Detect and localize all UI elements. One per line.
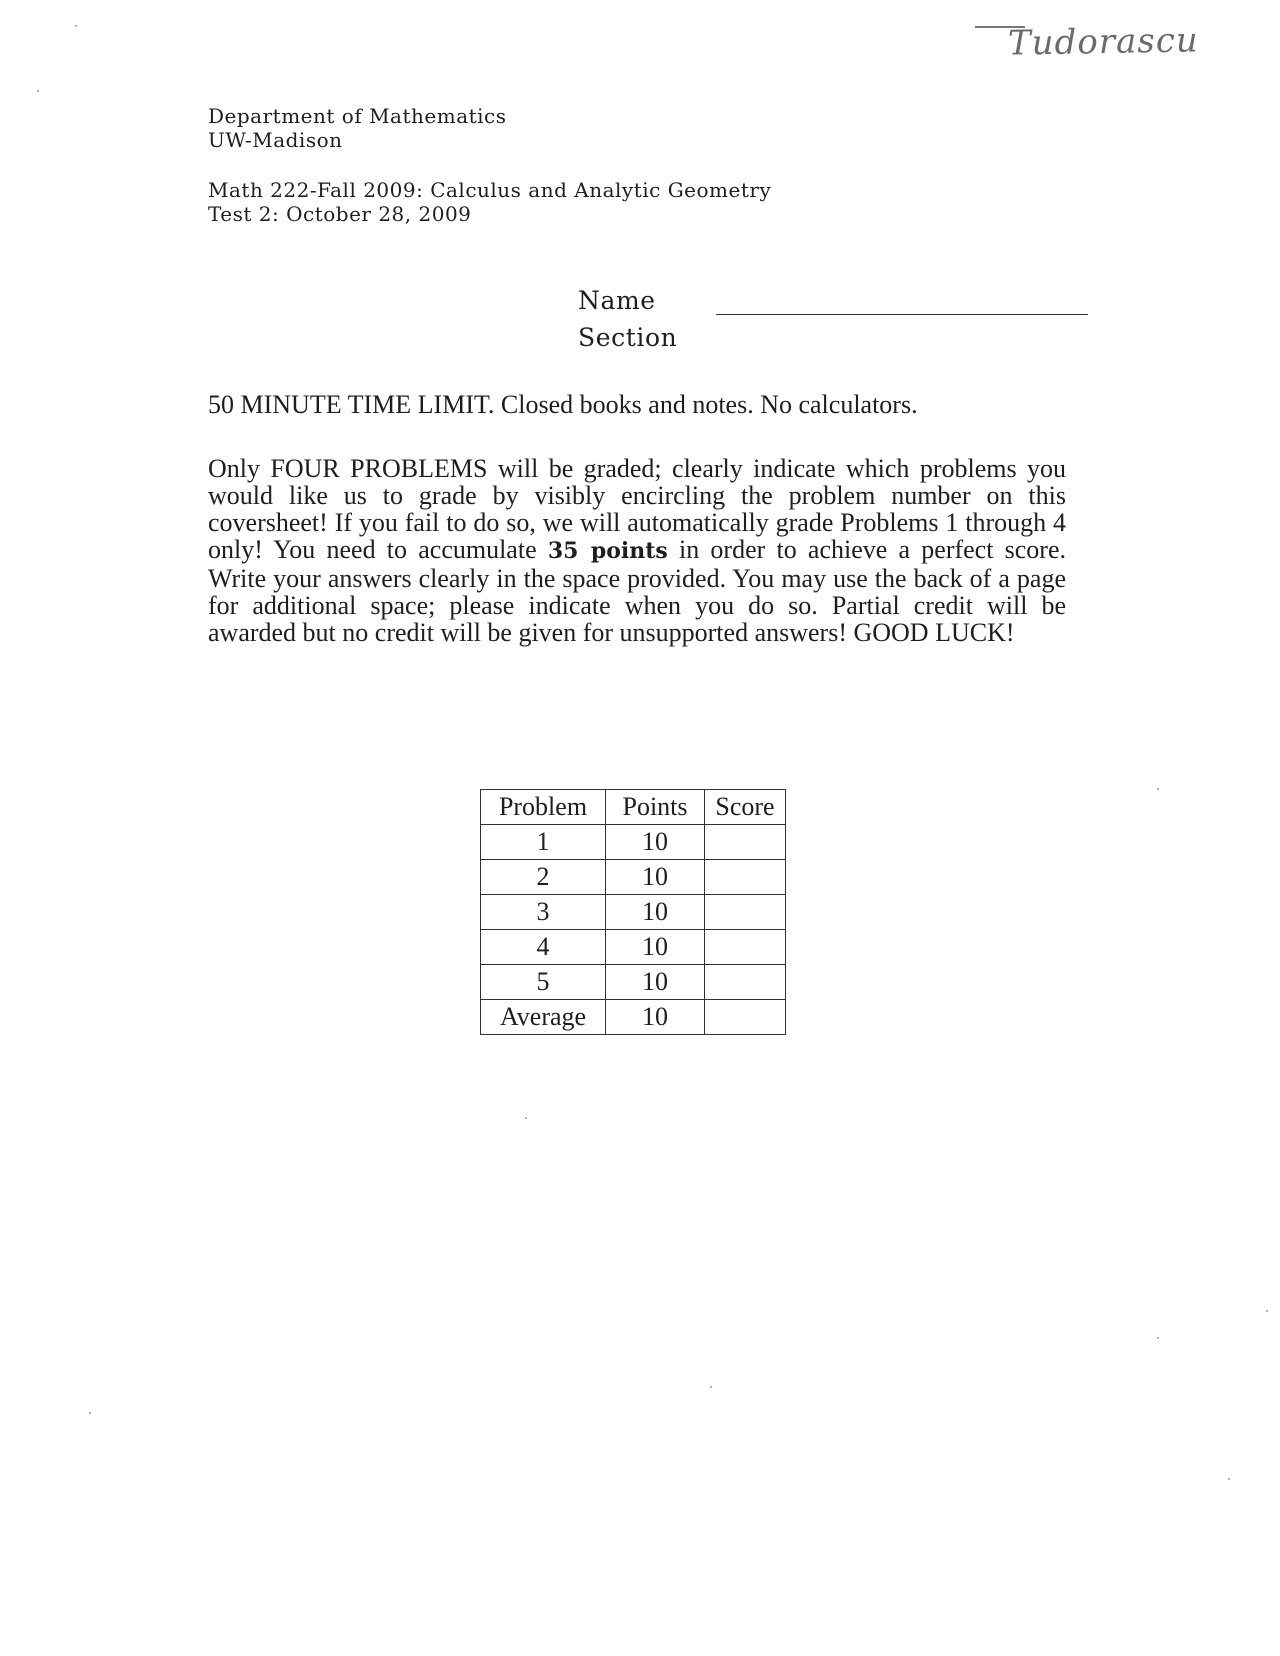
- problem-points: 10: [606, 965, 705, 1000]
- scan-speck: [37, 90, 39, 92]
- scan-speck: [1157, 1337, 1159, 1339]
- problem-points: 10: [606, 895, 705, 930]
- table-row: [481, 930, 786, 965]
- scan-speck: [1266, 1310, 1268, 1312]
- problem-number[interactable]: 5: [481, 965, 606, 1000]
- course-title: Math 222-Fall 2009: Calculus and Analytic Geometry: [208, 178, 772, 202]
- header-points: Points: [606, 790, 705, 825]
- test-date: Test 2: October 28, 2009: [208, 202, 472, 226]
- header-score: Score: [705, 790, 786, 825]
- header-problem: Problem: [481, 790, 606, 825]
- table-row: [481, 1000, 786, 1035]
- table-row: [481, 860, 786, 895]
- problem-number[interactable]: 3: [481, 895, 606, 930]
- name-section-block: [578, 282, 677, 356]
- handwritten-name: Tudorascu: [1007, 20, 1200, 64]
- average-points: 10: [606, 1000, 705, 1035]
- name-label: Name: [578, 286, 656, 315]
- average-score[interactable]: [705, 1000, 786, 1035]
- problem-points: 10: [606, 860, 705, 895]
- exam-header: [208, 104, 771, 226]
- problem-score[interactable]: [705, 895, 786, 930]
- table-row: [481, 825, 786, 860]
- university: UW-Madison: [208, 128, 343, 152]
- instructions-part1: Only FOUR PROBLEMS will be graded; clearly indicate which problems you would like us to grade by visibly encircling the problem number on this coversheet! If you fail to do so, we will automatically grade Problems 1 through 4 only! You need to accumulate: [208, 454, 1066, 564]
- problem-score[interactable]: [705, 825, 786, 860]
- problem-number[interactable]: 1: [481, 825, 606, 860]
- score-table-header: [481, 790, 786, 825]
- scan-speck: [525, 1117, 527, 1119]
- problem-score[interactable]: [705, 965, 786, 1000]
- instructions-paragraph: [208, 455, 1066, 646]
- table-row: [481, 895, 786, 930]
- scan-speck: [89, 1412, 91, 1414]
- score-table: [480, 789, 786, 1035]
- problem-score[interactable]: [705, 930, 786, 965]
- problem-number[interactable]: 2: [481, 860, 606, 895]
- name-field[interactable]: [716, 314, 1088, 315]
- scan-speck: [75, 25, 77, 27]
- instructions-part2: in order to achieve a perfect score. Write your answers clearly in the space provided. You may use the back of a page for additional space; please indicate when you do so. Partial credit will be awarded but no credit will be given for unsupported answers! GOOD LUCK!: [208, 535, 1067, 647]
- average-label: Average: [481, 1000, 606, 1035]
- problem-points: 10: [606, 930, 705, 965]
- problem-number[interactable]: 4: [481, 930, 606, 965]
- scan-speck: [1228, 1478, 1230, 1480]
- time-limit-notice: 50 MINUTE TIME LIMIT. Closed books and notes. No calculators.: [208, 390, 918, 419]
- scan-speck: [710, 1386, 712, 1388]
- section-label: Section: [578, 323, 678, 352]
- problem-score[interactable]: [705, 860, 786, 895]
- department: Department of Mathematics: [208, 104, 507, 128]
- instructions-bold-points: 35 points: [547, 538, 668, 564]
- table-row: [481, 965, 786, 1000]
- problem-points: 10: [606, 825, 705, 860]
- scan-speck: [1157, 788, 1159, 790]
